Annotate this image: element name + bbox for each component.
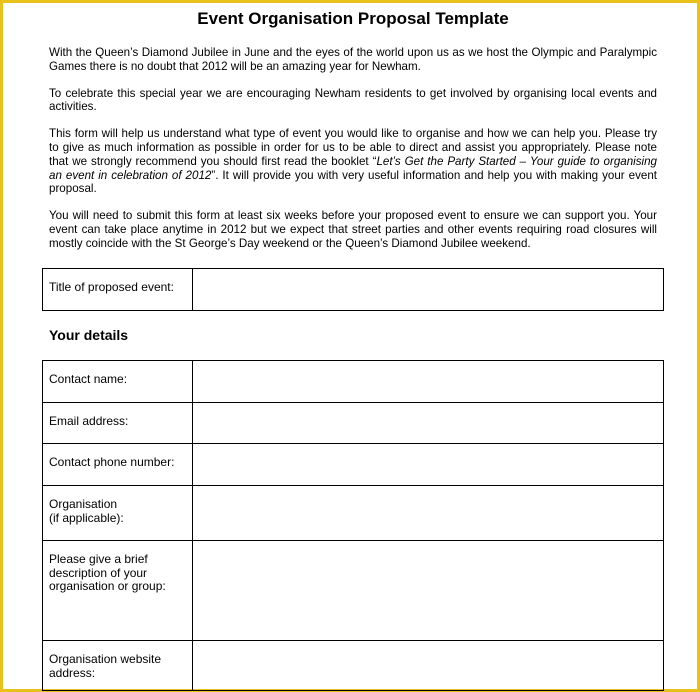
event-title-label: Title of proposed event: — [43, 269, 193, 311]
organisation-website-field[interactable] — [193, 641, 664, 691]
event-title-field[interactable] — [193, 269, 664, 311]
form-row — [43, 444, 664, 486]
organisation-description-field[interactable] — [193, 541, 664, 641]
contact-name-label: Contact name: — [43, 361, 193, 403]
intro-paragraph-3 — [49, 127, 657, 196]
contact-phone-field[interactable] — [193, 444, 664, 486]
email-address-field[interactable] — [193, 403, 664, 444]
intro-text — [49, 46, 657, 251]
intro-paragraph-4: You will need to submit this form at least six weeks before your proposed event to ensure we can support you. Your event can take place anytime in 2012 but we expect that street parties and other events requiring road closures will mostly coincide with the St George’s Day weekend or the Queen’s Diamond Jubilee weekend. — [49, 209, 657, 250]
document-title: Event Organisation Proposal Template — [197, 9, 509, 28]
paragraph-text: ”. It will provide you with very useful information and help you with making your event proposal. — [49, 168, 657, 196]
form-row — [43, 269, 664, 311]
intro-paragraph-1: With the Queen’s Diamond Jubilee in June and the eyes of the world upon us as we host the Olympic and Paralympic Games there is no doubt that 2012 will be an amazing year for Newham. — [49, 46, 657, 73]
section-heading: Your details — [49, 327, 129, 343]
organisation-description-label: Please give a brief description of your organisation or group: — [43, 541, 193, 641]
booklet-title: Let’s Get the Party Started – Your guide to organising an event in celebration of 2012 — [49, 154, 658, 182]
form-row — [43, 486, 664, 541]
email-address-label: Email address: — [43, 403, 193, 444]
organisation-website-label: Organisation website address: — [43, 641, 193, 691]
organisation-field[interactable] — [193, 486, 664, 541]
organisation-label: Organisation (if applicable): — [43, 486, 193, 541]
form-row — [43, 541, 664, 641]
form-row — [43, 403, 664, 444]
form-row — [43, 361, 664, 403]
event-title-table — [42, 268, 664, 311]
contact-phone-label: Contact phone number: — [43, 444, 193, 486]
form-row — [43, 641, 664, 691]
intro-paragraph-2: To celebrate this special year we are encouraging Newham residents to get involved by organising local events and activities. — [49, 86, 657, 114]
paragraph-text: This form will help us understand what type of event you would like to organise and how we can help you. Please try to give as much information as possible in order for us to be able to direct and assist you appropriately. Please note that we strongly recommend you should first read the booklet “ — [49, 127, 657, 168]
your-details-table — [42, 360, 664, 691]
contact-name-field[interactable] — [193, 361, 664, 403]
